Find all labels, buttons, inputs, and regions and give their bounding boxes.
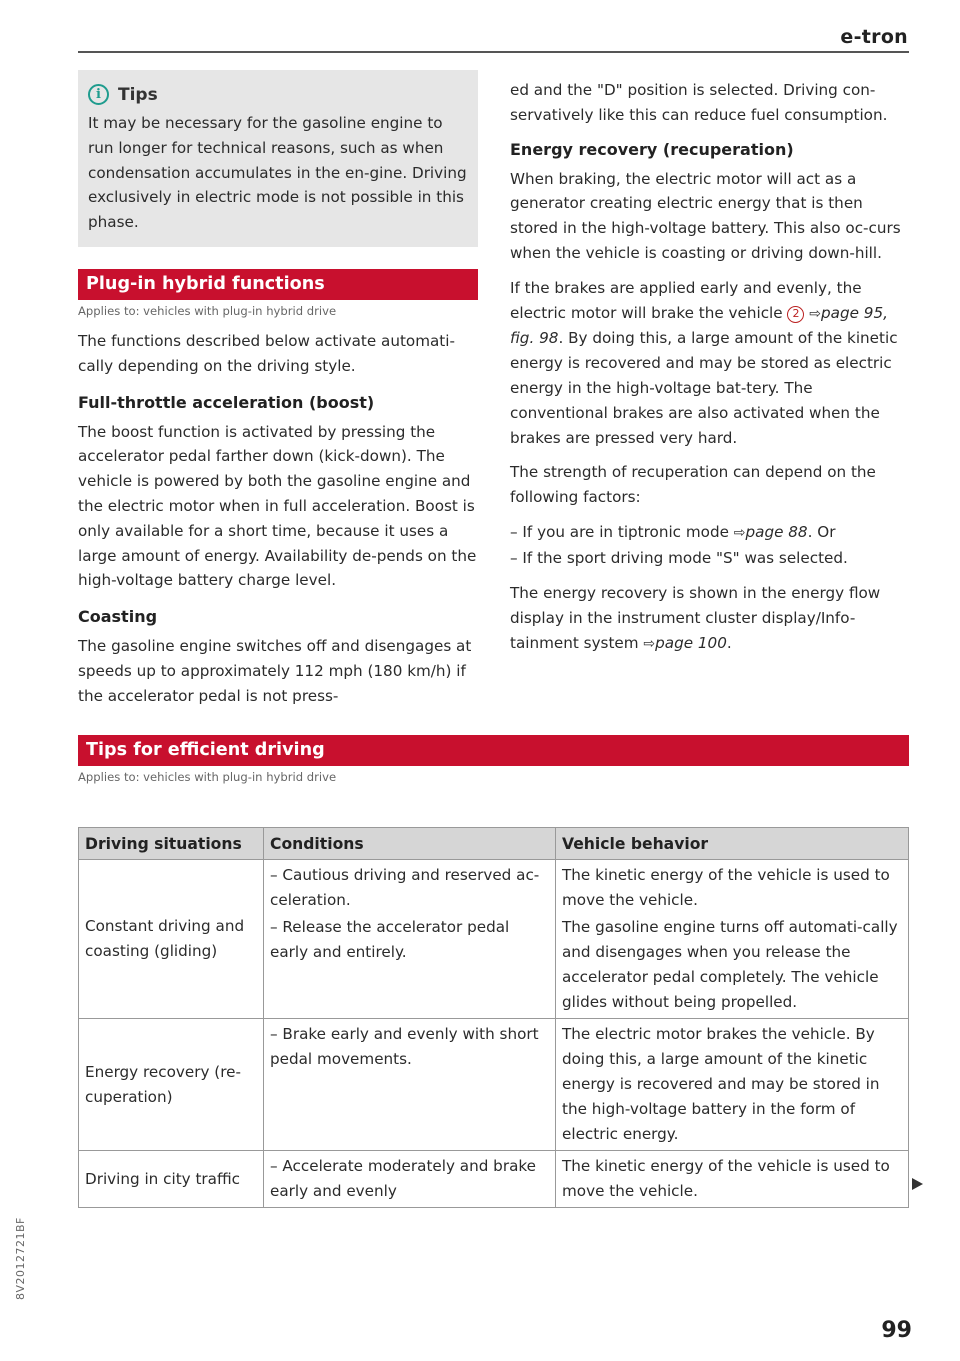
display-text-a: The energy recovery is shown in the energy flow display in the instrument cluster display/Info-tainment system	[510, 583, 881, 652]
display-text-b: .	[726, 633, 732, 652]
table-row	[79, 1019, 909, 1151]
left-column	[78, 70, 478, 709]
list-item	[510, 520, 910, 546]
info-icon: i	[88, 84, 109, 105]
table-row	[79, 1151, 909, 1208]
header-rule	[78, 51, 909, 53]
applies-to-efficient: Applies to: vehicles with plug-in hybrid drive	[78, 770, 337, 784]
factors-intro: The strength of recuperation can depend on the following factors:	[510, 463, 876, 507]
tips-text: It may be necessary for the gasoline engine to run longer for technical reasons, such as when condensation accumulates in the en-gine. Driving exclusively in electric mode is not possible in this phase.	[88, 114, 467, 232]
table-row	[79, 860, 909, 1019]
conditions-cell	[264, 1019, 556, 1151]
tips-heading-label: Tips	[118, 84, 158, 105]
factor1-suffix: . Or	[807, 522, 836, 541]
column-header: Driving situations	[79, 828, 264, 860]
behavior-item: The electric motor brakes the vehicle. By doing this, a large amount of the kinetic energy is recovered and may be stored in the high-voltage battery in the form of electric energy.	[562, 1025, 880, 1143]
page-number: 99	[881, 1318, 912, 1343]
applies-to-plugin: Applies to: vehicles with plug-in hybrid drive	[78, 303, 337, 318]
recuperation-heading: Energy recovery (recuperation)	[510, 139, 794, 159]
behavior-cell	[556, 1019, 909, 1151]
coasting-heading: Coasting	[78, 607, 158, 627]
table-header-row	[79, 828, 909, 860]
behavior-item: The kinetic energy of the vehicle is used to move the vehicle.	[562, 866, 890, 909]
behavior-item: The kinetic energy of the vehicle is used to move the vehicle.	[562, 1157, 890, 1200]
column-header: Vehicle behavior	[556, 828, 909, 860]
condition-item: – Brake early and evenly with short pedal movements.	[270, 1025, 539, 1068]
situation-cell: Driving in city traffic	[79, 1151, 264, 1208]
situation-cell: Energy recovery (re-cuperation)	[79, 1019, 264, 1151]
callout-number: 2	[787, 306, 804, 323]
recuperation-p1: When braking, the electric motor will act as a generator creating electric energy that is then stored in the high-voltage battery. This also oc-curs when the vehicle is coasting or driving down-hill.	[510, 169, 901, 262]
continue-arrow-icon	[912, 1178, 923, 1190]
conditions-cell	[264, 1151, 556, 1208]
header-title: e-tron	[840, 26, 908, 48]
situation-cell: Constant driving and coasting (gliding)	[79, 860, 264, 1019]
page-ref-link[interactable]: page 100	[655, 633, 727, 652]
section-title-plugin: Plug-in hybrid functions	[78, 269, 478, 300]
tips-box	[78, 70, 478, 247]
boost-heading: Full-throttle acceleration (boost)	[78, 392, 375, 412]
right-column	[510, 78, 910, 656]
page-ref-link[interactable]: page 95, fig. 98	[510, 303, 888, 348]
page-ref-link[interactable]: page 88	[745, 522, 808, 541]
list-item: – If the sport driving mode "S" was selected.	[510, 548, 848, 567]
recuperation-p2-b: . By doing this, a large amount of the kinetic energy is recovered and may be stored as electric energy in the high-voltage bat-tery. The conventional brakes are also activated when the brakes are pressed very hard.	[510, 329, 898, 447]
plugin-intro: The functions described below activate automati-cally depending on the driving style.	[78, 331, 455, 375]
boost-text: The boost function is activated by pressing the accelerator pedal farther down (kick-down). The vehicle is powered by both the gasoline engine and the electric motor when in full acceleration. Boost is only available for a short time, because it uses a large amount of energy. Availability de-pends on the high-voltage battery charge level.	[78, 422, 477, 590]
condition-item: – Cautious driving and reserved ac-celeration.	[270, 866, 540, 909]
conditions-cell	[264, 860, 556, 1019]
coasting-text: The gasoline engine switches off and disengages at speeds up to approximately 112 mph (180 km/h) if the accelerator pedal is not press-	[78, 637, 472, 705]
column-header: Conditions	[264, 828, 556, 860]
recuperation-p2-a: If the brakes are applied early and evenly, the electric motor will brake the vehicle	[510, 278, 862, 322]
xref-arrow-icon: ⇨	[643, 635, 656, 652]
behavior-cell	[556, 1151, 909, 1208]
efficient-driving-table	[78, 827, 909, 1208]
tips-heading	[88, 84, 468, 105]
energy-display-text	[510, 581, 910, 656]
condition-item: – Release the accelerator pedal early and entirely.	[270, 918, 510, 961]
factor1-text: – If you are in tiptronic mode	[510, 522, 729, 541]
behavior-item: The gasoline engine turns off automati-cally and disengages when you release the accelerator pedal completely. The vehicle glides without being propelled.	[562, 918, 898, 1011]
recuperation-p2	[510, 276, 910, 451]
xref-arrow-icon: ⇨	[809, 305, 822, 322]
behavior-cell	[556, 860, 909, 1019]
section-title-efficient: Tips for efficient driving	[78, 735, 909, 766]
efficient-section	[78, 735, 909, 795]
condition-item: – Accelerate moderately and brake early and evenly	[270, 1157, 536, 1200]
side-code: 8V2012721BF	[14, 1217, 27, 1300]
xref-arrow-icon: ⇨	[733, 524, 746, 541]
continuation-text: ed and the "D" position is selected. Driving con-servatively like this can reduce fuel consumption.	[510, 81, 888, 124]
